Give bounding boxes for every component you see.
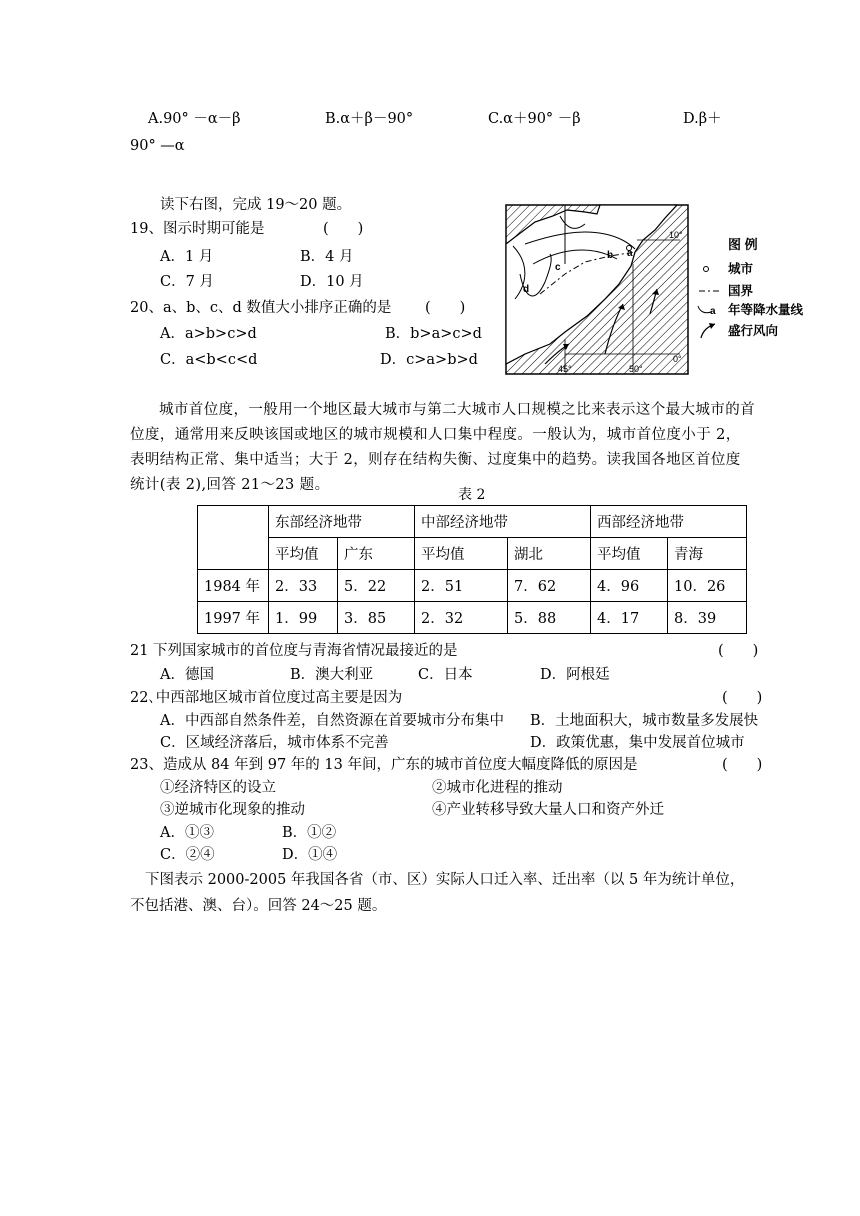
header-east: 东部经济地带 [269,506,415,538]
q22-option-a: A．中西部自然条件差，自然资源在首要城市分布集中 [160,713,504,729]
q23-blank: ( ) [722,757,763,773]
table-cell: 3．85 [338,602,415,634]
table-corner [198,506,269,570]
q18-option-b: B.α＋β－90° [325,111,414,127]
row-year: 1997 年 [198,602,269,634]
q20-option-b: B．b>a>c>d [385,326,482,342]
q19-option-c: C．7 月 [160,274,214,290]
q20-option-a: A．a>b>c>d [160,326,257,342]
q20-blank: ( ) [425,300,466,316]
precipitation-map [505,204,815,379]
q23-statement-4: ④产业转移导致大量人口和资产外迁 [432,802,664,818]
table-cell: 1．99 [269,602,338,634]
legend-isohyet: 年等降水量线 [728,303,804,317]
label-lon45: 45° [558,364,572,374]
label-b: b [607,250,614,261]
subheader-hubei: 湖北 [508,538,591,570]
q21-stem: 21 下列国家城市的首位度与青海省情况最接近的是 [130,643,458,659]
label-c: c [555,262,561,273]
q22-option-c: C．区域经济落后，城市体系不完善 [160,735,389,751]
subheader-west-avg: 平均值 [591,538,668,570]
q21-option-b: B．澳大利亚 [290,667,374,683]
table-cell: 5．88 [508,602,591,634]
table-cell: 2．33 [269,570,338,602]
label-a: a [627,248,633,259]
q19-option-d: D．10 月 [300,274,364,290]
table-cell: 2．32 [415,602,508,634]
table-cell: 4．17 [591,602,668,634]
label-lon50: 50° [629,364,643,374]
subheader-guangdong: 广东 [338,538,415,570]
label-lat0: 0° [673,354,682,364]
q22-option-d: D．政策优惠，集中发展首位城市 [530,735,745,751]
table-cell: 2．51 [415,570,508,602]
q23-option-d: D．①④ [282,847,338,863]
q23-statement-3: ③逆城市化现象的推动 [160,802,305,818]
q23-statement-2: ②城市化进程的推动 [432,780,563,796]
q20-option-c: C．a<b<c<d [160,352,258,368]
table-row [198,602,747,634]
q22-option-b: B．土地面积大，城市数量多发展快 [530,713,759,729]
table-cell: 7．62 [508,570,591,602]
q18-option-c: C.α＋90° －β [488,111,581,127]
table-cell: 8．39 [668,602,747,634]
intro-19-20: 读下右图，完成 19～20 题。 [160,197,352,213]
intro-24-25-line2: 不包括港、澳、台）。回答 24～25 题。 [130,898,387,914]
label-d: d [523,284,530,295]
q19-option-a: A．1 月 [160,249,214,265]
q18-option-d: D.β＋ [683,111,722,127]
q19-option-b: B．4 月 [300,249,354,265]
header-west: 西部经济地带 [591,506,747,538]
q23-stem: 23、造成从 84 年到 97 年的 13 年间，广东的城市首位度大幅度降低的原因是 [130,757,638,773]
primacy-table [197,505,747,634]
q22-stem: 22､中西部地区城市首位度过高主要是因为 [130,690,403,706]
q22-blank: ( ) [722,690,763,706]
q18-option-a: A.90° －α－β [148,111,241,127]
q18-option-d-continued: 90° —α [130,138,185,154]
table-row [198,570,747,602]
q21-option-d: D．阿根廷 [540,667,610,683]
q21-blank: ( ) [718,643,759,659]
passage-primacy: 城市首位度，一般用一个地区最大城市与第二大城市人口规模之比来表示这个最大城市的首位度，通常用来反映该国或地区的城市规模和人口集中程度。一般认为，城市首位度小于 2，表明结构正常、集中适当；大于 2，则存在结构失衡、过度集中的趋势。读我国各地区首位度统计(表 2),回答 21～23 题。 [130,402,755,493]
legend-wind: 盛行风向 [728,324,779,338]
q19-stem: 19、图示时期可能是 [130,221,265,237]
subheader-east-avg: 平均值 [269,538,338,570]
legend-title: 图 例 [728,237,758,252]
table-cell: 4．96 [591,570,668,602]
q21-option-a: A．德国 [160,667,214,683]
label-lat10: 10° [669,230,683,240]
intro-24-25-line1: 下图表示 2000-2005 年我国各省（市、区）实际人口迁入率、迁出率（以 5 年为统计单位， [145,872,745,888]
subheader-central-avg: 平均值 [415,538,508,570]
legend-isohyet-symbol: a [710,306,716,317]
table-cell: 10．26 [668,570,747,602]
q20-stem: 20、a、b、c、d 数值大小排序正确的是 [130,300,392,316]
table-cell: 5．22 [338,570,415,602]
q23-option-a: A．①③ [160,825,214,841]
q19-blank: ( ) [323,221,364,237]
q23-option-b: B．①② [282,825,337,841]
legend-city-icon [704,267,709,272]
legend-city: 城市 [728,262,754,276]
header-central: 中部经济地带 [415,506,591,538]
q20-option-d: D．c>a>b>d [380,352,478,368]
q21-option-c: C．日本 [418,667,473,683]
q23-statement-1: ①经济特区的设立 [160,780,276,796]
legend-border: 国界 [728,284,754,298]
subheader-qinghai: 青海 [668,538,747,570]
q23-option-c: C．②④ [160,847,215,863]
table-caption: 表 2 [458,487,486,503]
row-year: 1984 年 [198,570,269,602]
